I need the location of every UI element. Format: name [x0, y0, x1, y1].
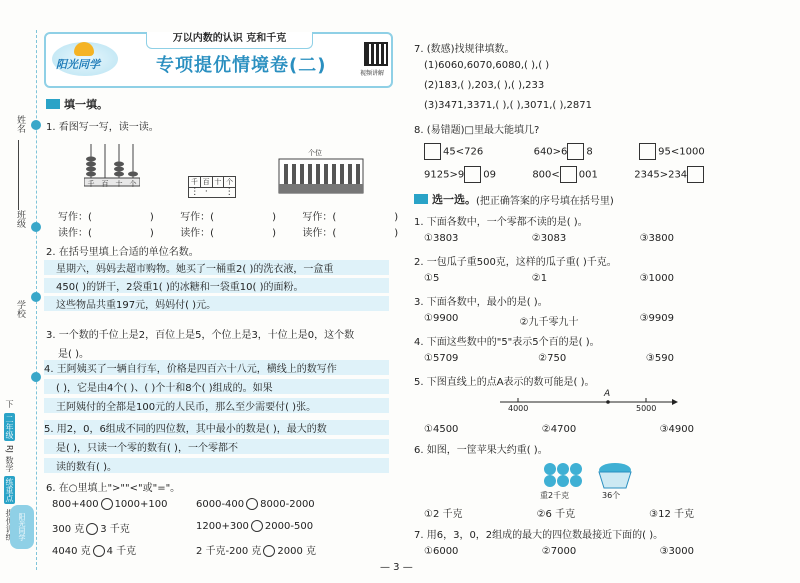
answer-box[interactable]	[687, 166, 704, 183]
answer-box[interactable]	[424, 143, 441, 160]
page-number: — 3 —	[380, 562, 413, 573]
section-title: 填一填。	[64, 98, 108, 111]
compare-circle[interactable]	[246, 498, 258, 510]
table-header: 个	[226, 178, 234, 186]
compare-right: 2000 克	[277, 546, 317, 557]
apple-basket-figure	[596, 460, 634, 502]
tick-label: 5000	[636, 404, 657, 413]
bead-counter-figure	[278, 148, 364, 194]
q8-item: 8	[586, 146, 593, 158]
q8-item: 95<1000	[658, 146, 705, 158]
mc-options-1	[424, 233, 674, 244]
qr-label: 视频讲解	[360, 70, 385, 77]
mc-options-4	[424, 353, 674, 364]
q8-item: 640>6	[533, 146, 568, 158]
bead-label: 个位	[308, 149, 322, 157]
q1-read-row	[58, 224, 398, 239]
mc-option[interactable]: ①4500	[424, 424, 459, 435]
q8-item: 001	[578, 169, 598, 181]
write-label: 写作：(	[58, 212, 92, 223]
q8-item: 09	[483, 169, 496, 181]
mc-option[interactable]: ①3803	[424, 233, 459, 244]
compare-left: 2 千克-200 克	[196, 546, 262, 557]
compare-left: 800+400	[52, 499, 99, 510]
q7-row-1: (1)6060,6070,6080,( ),( )	[424, 60, 550, 71]
mc-option[interactable]: ①2 千克	[424, 509, 463, 520]
brand-part: 二年级	[5, 414, 14, 439]
section-title: 选一选。	[432, 193, 476, 206]
apple-weight-label: 重2千克	[540, 491, 570, 500]
tick-label: 4000	[508, 404, 529, 413]
mc-options-3	[424, 313, 674, 328]
passage-line: 450( )的饼干，2袋重1( )的冰糖和一袋重10( )的面粉。	[44, 278, 389, 293]
table-header: 百	[201, 177, 213, 187]
write-label: 写作：(	[302, 212, 337, 223]
mc-option[interactable]: ①5709	[424, 353, 459, 364]
brand-part: 练重点	[5, 478, 14, 503]
q6-row-1b	[196, 498, 315, 510]
binding-margin	[0, 0, 40, 583]
section-marker-icon	[46, 99, 60, 109]
mc-options-5	[424, 424, 694, 435]
mc-option[interactable]: ②7000	[541, 546, 577, 557]
qr-code-icon[interactable]	[364, 42, 388, 66]
point-label: A	[604, 389, 611, 399]
question-4	[44, 360, 389, 413]
bracket-close: )	[149, 228, 154, 239]
q5-line: 5. 用2，0，6组成不同的四位数，其中最小的数是( )，最大的数	[44, 420, 389, 435]
logo-text: 阳光同学	[56, 58, 100, 71]
read-label: 读作：(	[58, 228, 92, 239]
section-marker-icon	[414, 194, 428, 204]
q4-line: 王阿姨付的全都是100元的人民币，那么至少需要付( )张。	[44, 398, 389, 413]
q3-line: 3. 一个数的千位上是2，百位上是5，个位上是3，十位上是0，这个数	[46, 330, 355, 341]
q8-row-1	[424, 143, 705, 160]
answer-box[interactable]	[464, 166, 481, 183]
q3-line: 是( )。	[58, 349, 89, 360]
q6-row-1	[52, 498, 167, 510]
q4-line: ( )，它是由4个( )、( )个十和8个( )组成的。如果	[44, 379, 389, 394]
mc-options-7	[424, 546, 694, 557]
abacus-label: 个	[129, 180, 137, 188]
unit-caption: 万以内数的认识 克和千克	[146, 32, 313, 49]
table-header: 十	[213, 177, 225, 187]
place-value-table: 千 百 十 个 ⋮ · ⋮	[188, 176, 236, 198]
section-heading-choose	[414, 191, 614, 207]
mc-question-3: 3. 下面各数中，最小的是( )。	[414, 297, 548, 308]
q8-row-2	[424, 166, 706, 183]
mc-option[interactable]: ③3800	[639, 233, 674, 244]
question-3	[46, 326, 354, 360]
compare-right: 3 千克	[100, 524, 130, 535]
q2-passage	[44, 260, 389, 311]
abacus-label: 千	[87, 180, 95, 188]
mc-option[interactable]: ②1	[531, 273, 548, 284]
question-8: 8. (易错题)□里最大能填几?	[414, 125, 540, 136]
passage-line: 星期六，妈妈去超市购物。她买了一桶重2( )的洗衣液，一盒重	[44, 260, 389, 275]
read-label: 读作：(	[302, 228, 337, 239]
mc-option[interactable]: ②九千零九十	[519, 317, 579, 328]
page-header	[44, 32, 393, 88]
class-label: 班级	[15, 210, 25, 228]
abacus-label: 百	[101, 180, 109, 188]
q8-item: 2345>234	[634, 169, 688, 181]
q7-row-3: (3)3471,3371,( ),( ),3071,( ),2871	[424, 100, 592, 111]
compare-circle[interactable]	[251, 520, 263, 532]
compare-circle[interactable]	[86, 523, 98, 535]
answer-box[interactable]	[639, 143, 656, 160]
mc-option[interactable]: ③12 千克	[649, 509, 694, 520]
answer-box[interactable]	[567, 143, 584, 160]
compare-right: 4 千克	[106, 546, 137, 557]
compare-circle[interactable]	[93, 545, 105, 557]
section-hint: (把正确答案的序号填在括号里)	[476, 195, 614, 207]
q4-line: 4. 王阿姨买了一辆自行车，价格是四百六十八元，横线上的数写作	[44, 360, 389, 375]
series-logo: 阳光同学	[10, 505, 34, 549]
mc-options-6	[424, 505, 694, 520]
compare-right: 8000-2000	[260, 499, 315, 510]
brand-part: 数学	[5, 455, 14, 472]
question-2: 2. 在括号里填上合适的单位名数。	[46, 247, 199, 258]
mc-option[interactable]: ①6000	[424, 546, 459, 557]
compare-right: 2000-500	[264, 521, 314, 532]
question-7: 7. (数感)找规律填数。	[414, 44, 515, 55]
brand-logo	[52, 42, 118, 76]
write-label: 写作：(	[180, 212, 215, 223]
name-label: 姓名	[15, 115, 25, 133]
number-line	[498, 390, 678, 416]
q6-row-2	[52, 520, 130, 535]
bracket-close: )	[394, 228, 399, 239]
table-header: 千	[189, 177, 201, 187]
apple-count-label: 36个	[602, 491, 621, 500]
apple-group-figure	[540, 460, 590, 502]
mc-option[interactable]: ②4700	[541, 424, 577, 435]
mc-option[interactable]: ①9900	[424, 313, 459, 324]
compare-left: 1200+300	[196, 521, 249, 532]
abacus-figure-1	[84, 140, 140, 192]
q5-line: 读的数有( )。	[44, 458, 389, 473]
page-title: 专项提优情境卷(二)	[156, 55, 327, 76]
q1-write-row	[58, 208, 398, 223]
mc-question-6: 6. 如图，一筐苹果大约重( )。	[414, 445, 548, 456]
mc-question-1: 1. 下面各数中，一个零都不读的是( )。	[414, 217, 588, 228]
mc-option[interactable]: ②750	[538, 353, 567, 364]
mc-question-5: 5. 下图直线上的点A表示的数可能是( )。	[414, 377, 595, 388]
compare-left: 4040 克	[52, 546, 91, 557]
q6-row-3b	[196, 542, 316, 557]
mc-option[interactable]: ③9909	[639, 313, 674, 324]
name-line	[18, 140, 19, 210]
bracket-close: )	[394, 212, 399, 223]
sun-icon	[74, 42, 94, 56]
mc-option[interactable]: ③590	[645, 353, 674, 364]
q8-item: 9125>9	[424, 169, 465, 181]
mc-option[interactable]: ②3083	[531, 233, 567, 244]
bracket-close: )	[272, 212, 276, 223]
mc-options-2	[424, 273, 674, 284]
hole-marker	[31, 120, 41, 130]
hole-marker	[31, 222, 41, 232]
q8-item: 800<	[532, 169, 560, 181]
compare-right: 1000+100	[114, 499, 168, 510]
q7-row-2: (2)183,( ),203,( ),( ),233	[424, 80, 545, 91]
q6-row-3	[52, 542, 136, 557]
abacus-label: 十	[115, 180, 123, 188]
bracket-close: )	[149, 212, 154, 223]
answer-box[interactable]	[560, 166, 577, 183]
compare-left: 6000-400	[196, 499, 245, 510]
mc-option[interactable]: ③1000	[639, 273, 674, 284]
mc-question-2: 2. 一包瓜子重500克，这样的瓜子重( )千克。	[414, 257, 617, 268]
hole-marker	[31, 292, 41, 302]
q6-row-2b	[196, 520, 313, 532]
mc-option[interactable]: ③3000	[659, 546, 694, 557]
compare-left: 300 克	[52, 524, 85, 535]
brand-part: RJ	[5, 445, 14, 454]
mc-question-7: 7. 用6，3，0，2组成的最大的四位数最接近下面的( )。	[414, 530, 664, 541]
q5-line: 是( )，只读一个零的数有( )，一个零都不	[44, 439, 389, 454]
bracket-close: )	[272, 228, 276, 239]
section-heading-fill	[46, 96, 108, 112]
question-1: 1. 看图写一写，读一读。	[46, 122, 159, 133]
mc-option[interactable]: ②6 千克	[536, 509, 576, 520]
brand-part: 下	[5, 400, 14, 408]
question-6: 6. 在○里填上">""<"或"="。	[46, 483, 181, 494]
mc-option[interactable]: ③4900	[659, 424, 694, 435]
mc-question-4: 4. 下面这些数中的"5"表示5个百的是( )。	[414, 337, 600, 348]
read-label: 读作：(	[180, 228, 215, 239]
compare-circle[interactable]	[101, 498, 113, 510]
compare-circle[interactable]	[263, 545, 275, 557]
mc-option[interactable]: ①5	[424, 273, 440, 284]
question-5	[44, 420, 389, 473]
hole-marker	[31, 372, 41, 382]
school-label: 学校	[15, 300, 25, 318]
q8-item: 45<726	[443, 146, 484, 158]
passage-line: 这些物品共重197元，妈妈付( )元。	[44, 296, 389, 311]
